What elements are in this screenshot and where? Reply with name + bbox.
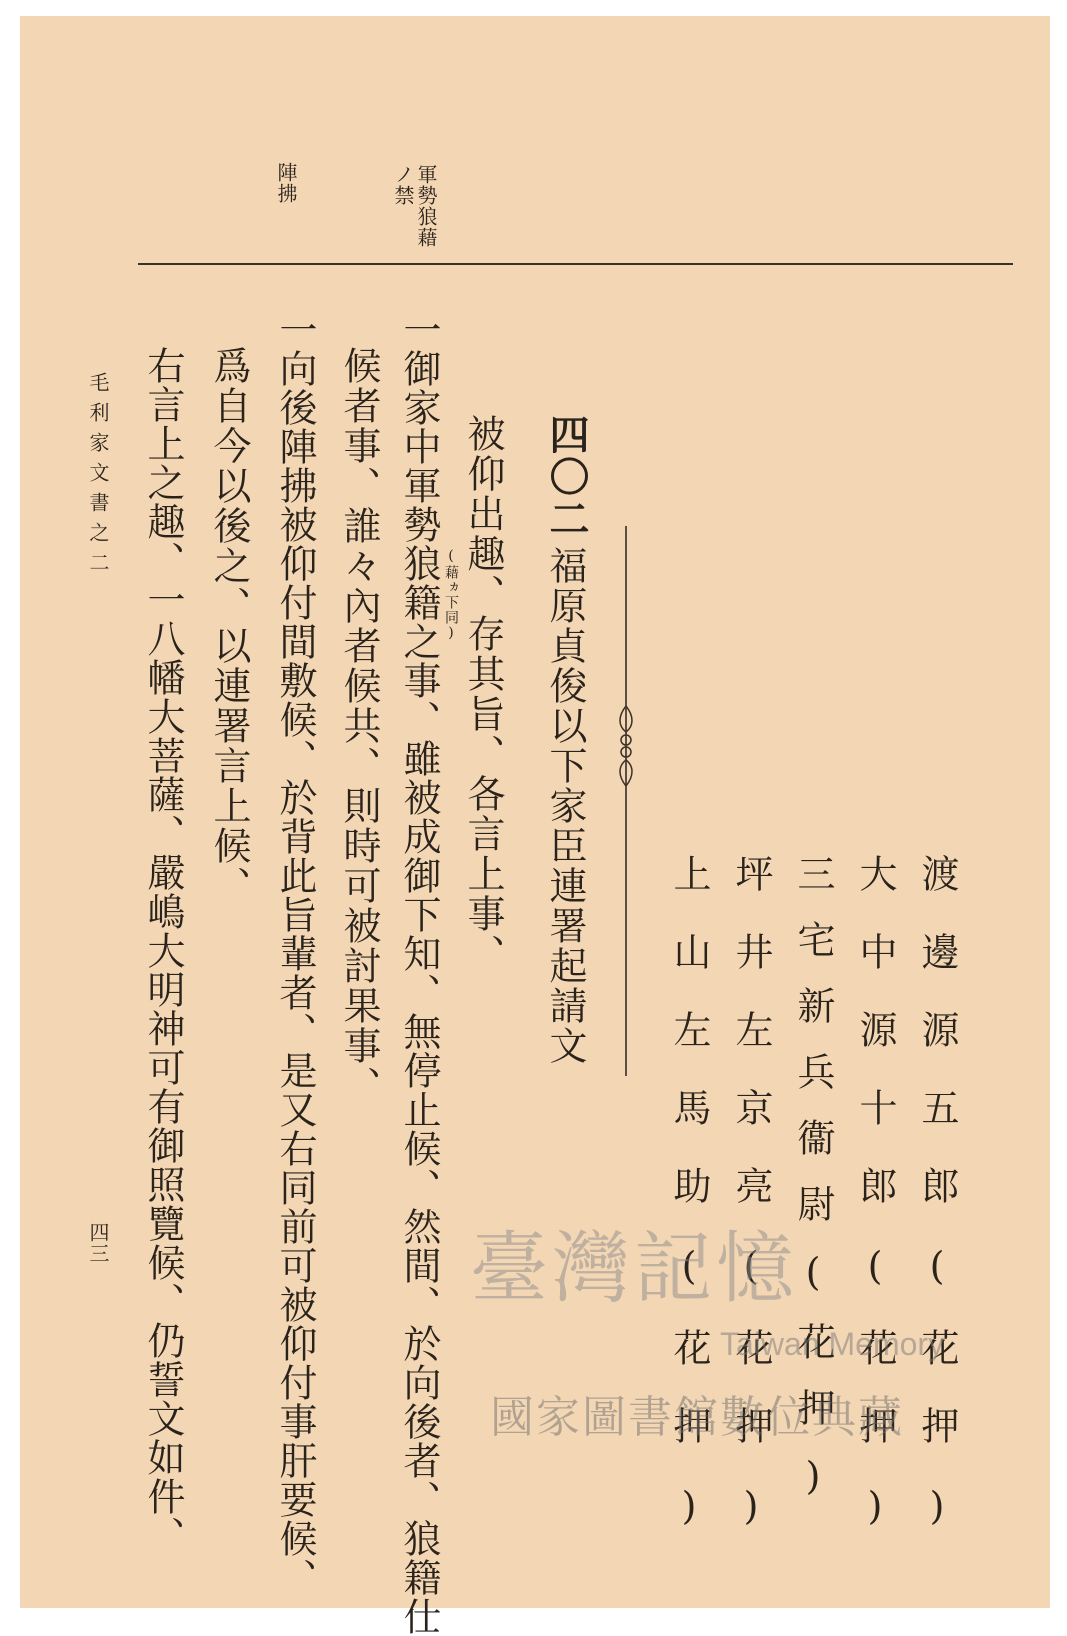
top-note-3: 陣拂 [274,162,298,204]
signatory-1: 渡邊源五郎(花押) [915,854,959,1568]
vertical-divider [625,526,627,1076]
signatory-3: 三宅新兵衞尉(花押) [791,854,835,1526]
interlinear-note: (藉ヵ下同) [443,548,459,642]
body-line-2: 一御家中軍勢狼籍之事、雖被成御下知、無停止候、然間、於向後者、狼籍仕 [397,310,441,1636]
signatory-5: 上山左馬助(花押) [667,854,711,1568]
signatory-4: 坪井左京亮(花押) [729,854,773,1568]
body-line-4: 一向後陣拂被仰付間敷候、於背此旨輩者、是又右同前可被仰付事肝要候、 [273,310,317,1597]
body-line-1: 被仰出趣、存其旨、各言上事、 [461,414,505,974]
divider-ornament-icon [614,706,638,786]
top-note-2: ノ禁 [391,164,415,206]
document-page [20,16,1050,1636]
watermark-english: Taiwan Memory [720,1326,945,1362]
horizontal-rule [138,263,1013,265]
watermark-logo: 臺灣記憶 [470,1224,799,1314]
watermark-organization: 國家圖書館數位典藏 [490,1392,904,1443]
document-title: 福原貞俊以下家臣連署起請文 [543,546,587,1066]
signatory-2: 大中源十郎(花押) [853,854,897,1568]
body-line-6: 右言上之趣、一八幡大菩薩、嚴嶋大明神可有御照覽候、仍誓文如件、 [141,346,185,1555]
body-line-5: 爲自今以後之、以連署言上候、 [207,346,251,906]
page-number: 四三 [86,1222,110,1264]
book-title: 毛利家文書之二 [86,372,110,582]
top-note-1: 軍勢狼藉 [414,164,438,248]
body-line-3: 候者事、誰々內者候共、則時可被討果事、 [337,346,381,1106]
document-number: 四〇二 [543,414,590,540]
watermark [470,1206,1020,1606]
